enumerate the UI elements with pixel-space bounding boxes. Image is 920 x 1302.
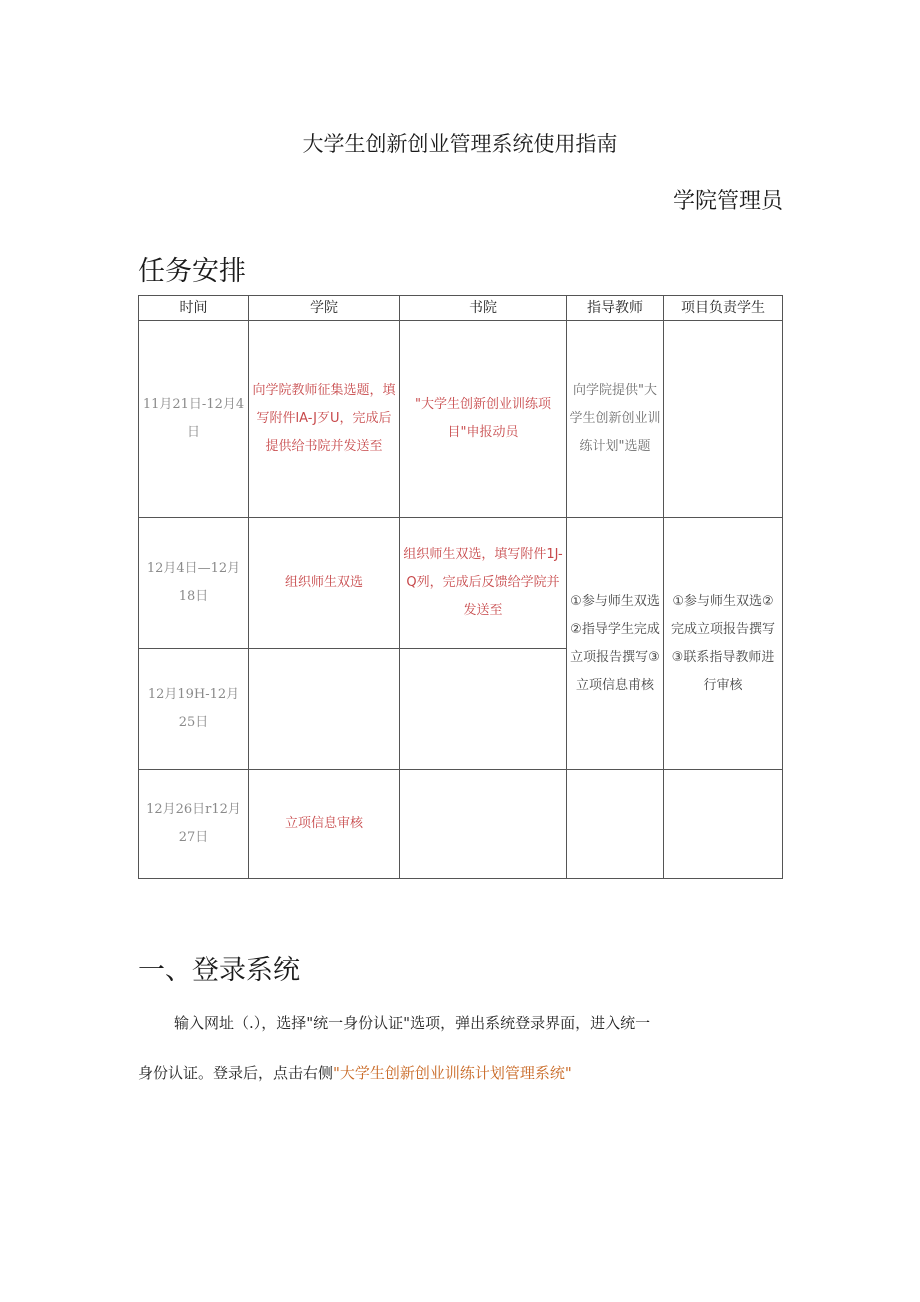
cell-time: 12月19H-12月25日	[139, 649, 249, 770]
section-heading-tasks: 任务安排	[138, 256, 246, 287]
cell-academy: 组织师生双选，填写附件1J-Q列，完成后反馈给学院并发送至	[400, 518, 567, 649]
login-paragraph-line-1: 输入网址（.），选择"统一身份认证"选项，弹出系统登录界面，进入统一	[174, 1014, 651, 1032]
section-heading-login: 一、登录系统	[138, 955, 300, 986]
cell-teacher	[567, 770, 664, 879]
cell-college: 组织师生双选	[249, 518, 400, 649]
cell-college	[249, 649, 400, 770]
cell-academy	[400, 649, 567, 770]
system-name-link[interactable]: "大学生创新创业训练计划管理系统"	[333, 1064, 572, 1082]
table-row	[139, 770, 783, 879]
cell-student	[664, 770, 783, 879]
cell-academy	[400, 770, 567, 879]
login-paragraph-text: 身份认证。登录后，点击右侧	[138, 1064, 334, 1082]
cell-college: 向学院教师征集选题，填写附件lA-J歹U，完成后提供给书院并发送至	[249, 321, 400, 518]
table-row	[139, 321, 783, 518]
table-header-row	[139, 296, 783, 321]
cell-time: 11月21日-12月4日	[139, 321, 249, 518]
header-college: 学院	[249, 296, 400, 321]
table-row	[139, 518, 783, 649]
schedule-table	[138, 295, 783, 879]
header-academy: 书院	[400, 296, 567, 321]
header-teacher: 指导教师	[567, 296, 664, 321]
cell-teacher: ①参与师生双选②指导学生完成立项报告撰写③立项信息甫核	[567, 518, 664, 770]
cell-teacher: 向学院提供"大学生创新创业训练计划"选题	[567, 321, 664, 518]
login-paragraph-line-2	[138, 1062, 738, 1083]
cell-time: 12月4日—12月18日	[139, 518, 249, 649]
cell-academy: "大学生创新创业训练项目"申报动员	[400, 321, 567, 518]
document-subtitle: 学院管理员	[672, 189, 783, 214]
cell-student	[664, 321, 783, 518]
cell-college: 立项信息审核	[249, 770, 400, 879]
cell-time: 12月26日r12月27日	[139, 770, 249, 879]
document-title: 大学生创新创业管理系统使用指南	[302, 132, 618, 156]
header-time: 时间	[139, 296, 249, 321]
header-student: 项目负责学生	[664, 296, 783, 321]
cell-student: ①参与师生双选②完成立项报告撰写③联系指导教师进行审核	[664, 518, 783, 770]
